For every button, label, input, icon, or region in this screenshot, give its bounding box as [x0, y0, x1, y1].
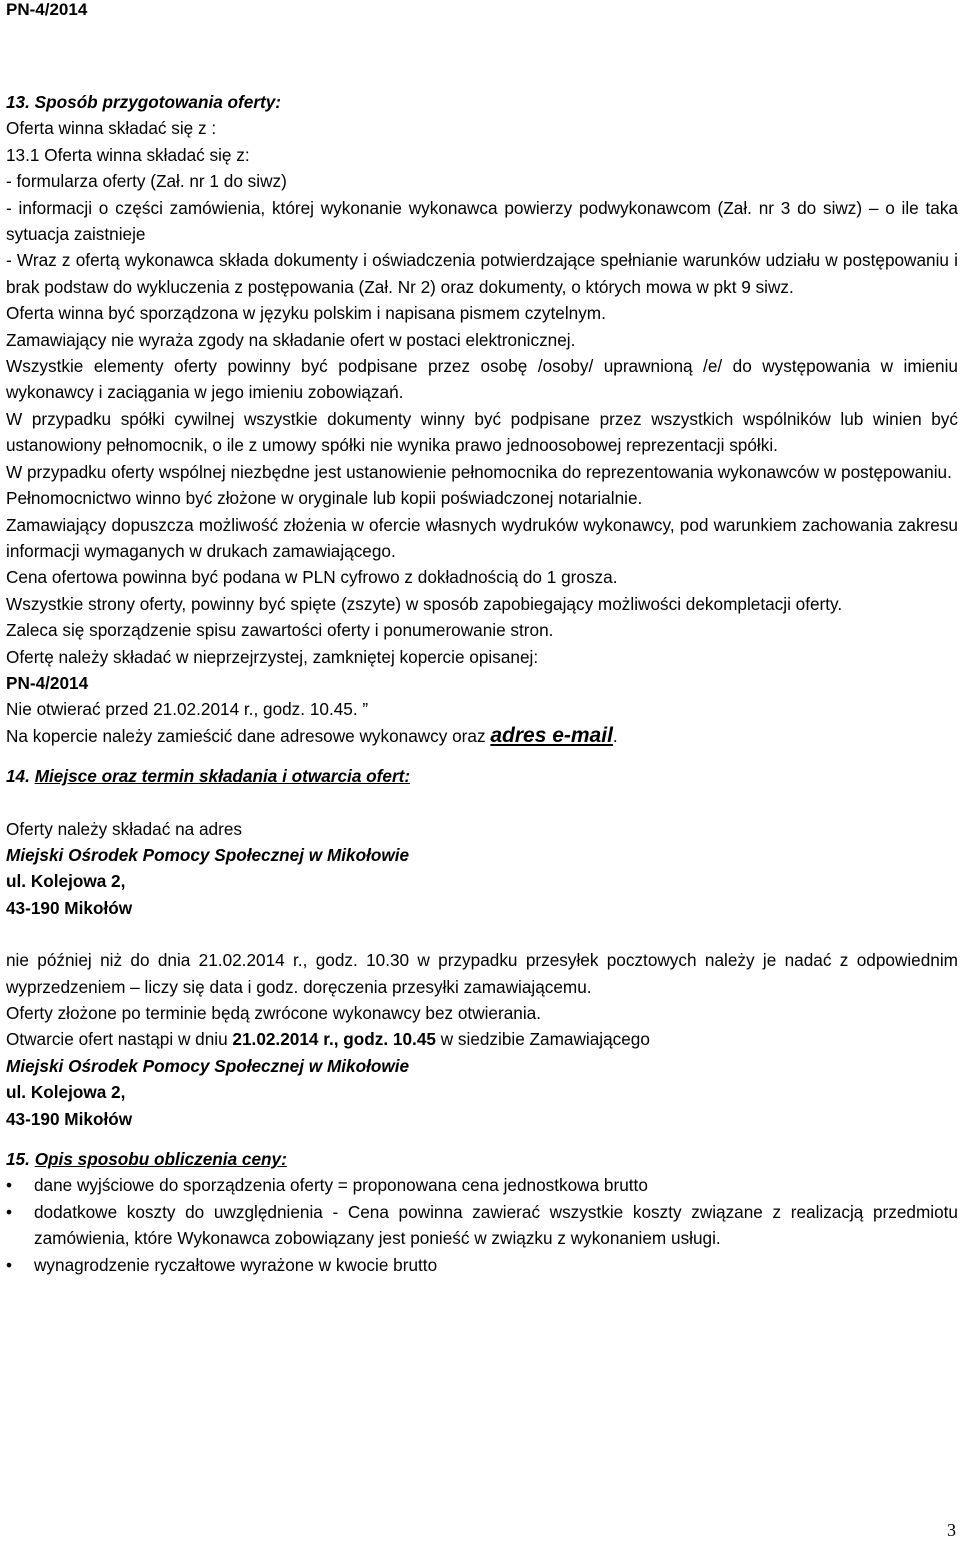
section-title-text: Opis sposobu obliczenia ceny: — [34, 1149, 287, 1170]
section-title-text: Miejsce oraz termin składania i otwarcia ofert: — [34, 766, 411, 787]
text-line: Oferta winna składać się z : — [6, 118, 217, 139]
list-item — [6, 1199, 958, 1252]
section-number: 15. — [6, 1149, 30, 1170]
text-paragraph: - informacji o części zamówienia, której wykonanie wykonawca powierzy podwykonawcom (Zał. nr 3 do siwz) – o ile taka sytuacja zaistnieje — [6, 197, 958, 245]
text-paragraph: nie później niż do dnia 21.02.2014 r., godz. 10.30 w przypadku przesyłek pocztowych należy je nadać z odpowiednim wyprzedzeniem – liczy się data i godz. doręczenia przesyłki zamawiającemu. — [6, 950, 958, 997]
text-paragraph: Nie otwierać przed 21.02.2014 r., godz. 10.45. ” — [6, 699, 369, 720]
list-item — [6, 1172, 958, 1198]
text-paragraph: Oferta winna być sporządzona w języku polskim i napisana pismem czytelnym. — [6, 303, 606, 324]
envelope-doc-id: PN-4/2014 — [6, 672, 89, 693]
opening-date: 21.02.2014 r., godz. 10.45 — [232, 1029, 436, 1050]
section-13-title: 13. Sposób przygotowania oferty: — [6, 92, 282, 112]
list-item-text: dodatkowe koszty do uwzględnienia - Cena powinna zawierać wszystkie koszty związane z realizacją przedmiotu zamówienia, które Wykonawca zobowiązany jest ponieść w związku z wykonaniem usługi. — [34, 1201, 958, 1249]
text-paragraph: Zamawiający dopuszcza możliwość złożenia w ofercie własnych wydruków wykonawcy, pod warunkiem zachowania zakresu informacji wymaganych w drukach zamawiającego. — [6, 514, 958, 561]
list-item-text: wynagrodzenie ryczałtowe wyrażone w kwocie brutto — [34, 1254, 438, 1275]
bullet-icon: • — [6, 1254, 13, 1275]
text-paragraph: - Wraz z ofertą wykonawca składa dokumenty i oświadczenia potwierdzające spełnianie warunków udziału w postępowaniu i brak podstaw do wykluczenia z postępowania (Zał. Nr 2) oraz dokumenty, o których mowa w pkt 9 siwz. — [6, 250, 958, 297]
address-line: Miejski Ośrodek Pomocy Społecznej w Mikołowie — [6, 844, 410, 865]
bullet-icon: • — [6, 1175, 13, 1196]
text-paragraph: W przypadku oferty wspólnej niezbędne jest ustanowienie pełnomocnika do reprezentowania wykonawców w postępowaniu. — [6, 461, 952, 482]
address-line: 43-190 Mikołów — [6, 1108, 133, 1129]
section-number: 14. — [6, 766, 30, 787]
text-line: - formularza oferty (Zał. nr 1 do siwz) — [6, 171, 287, 192]
bullet-icon: • — [6, 1201, 13, 1222]
document-id-header: PN-4/2014 — [6, 0, 88, 19]
text-line: Oferty należy składać na adres — [6, 818, 242, 839]
text-paragraph: Cena ofertowa powinna być podana w PLN cyfrowo z dokładnością do 1 grosza. — [6, 567, 618, 588]
text-paragraph: Zamawiający nie wyraża zgody na składanie ofert w postaci elektronicznej. — [6, 329, 576, 350]
text-paragraph: Ofertę należy składać w nieprzejrzystej, zamkniętej kopercie opisanej: — [6, 646, 539, 667]
address-line: ul. Kolejowa 2, — [6, 1082, 126, 1103]
text-span: Otwarcie ofert nastąpi w dniu — [6, 1029, 233, 1050]
text-line: 13.1 Oferta winna składać się z: — [6, 144, 250, 165]
text-paragraph: Wszystkie strony oferty, powinny być spięte (zszyte) w sposób zapobiegający możliwości dekompletacji oferty. — [6, 593, 843, 614]
text-paragraph — [6, 723, 958, 749]
section-15-title — [6, 1146, 958, 1172]
text-paragraph — [6, 1026, 958, 1052]
text-paragraph: Pełnomocnictwo winno być złożone w oryginale lub kopii poświadczonej notarialnie. — [6, 488, 643, 509]
text-paragraph: W przypadku spółki cywilnej wszystkie dokumenty winny być podpisane przez wszystkich wspólników lub winien być ustanowiony pełnomocnik, o ile z umowy spółki nie wynika prawo jednoosobowej reprezentacji spółki. — [6, 408, 958, 456]
text-span: w siedzibie Zamawiającego — [435, 1029, 650, 1050]
list-item — [6, 1252, 958, 1278]
text-paragraph: Oferty złożone po terminie będą zwrócone wykonawcy bez otwierania. — [6, 1003, 541, 1023]
address-line: 43-190 Mikołów — [6, 897, 133, 918]
address-line: ul. Kolejowa 2, — [6, 871, 126, 892]
page-number: 3 — [947, 1520, 956, 1540]
email-address-emphasis: adres e-mail — [490, 723, 613, 747]
address-line: Miejski Ośrodek Pomocy Społecznej w Mikołowie — [6, 1055, 410, 1076]
list-item-text: dane wyjściowe do sporządzenia oferty = proponowana cena jednostkowa brutto — [34, 1175, 648, 1196]
document-body — [6, 89, 958, 1278]
text-paragraph: Zaleca się sporządzenie spisu zawartości oferty i ponumerowanie stron. — [6, 620, 554, 641]
text-span: . — [612, 725, 618, 746]
section-14-title — [6, 763, 958, 789]
text-paragraph: Wszystkie elementy oferty powinny być podpisane przez osobę /osoby/ uprawnioną /e/ do występowania w imieniu wykonawcy i zaciągania w jego imieniu zobowiązań. — [6, 356, 958, 403]
bullet-list — [6, 1172, 958, 1278]
text-span: Na kopercie należy zamieścić dane adresowe wykonawcy oraz — [6, 725, 491, 746]
